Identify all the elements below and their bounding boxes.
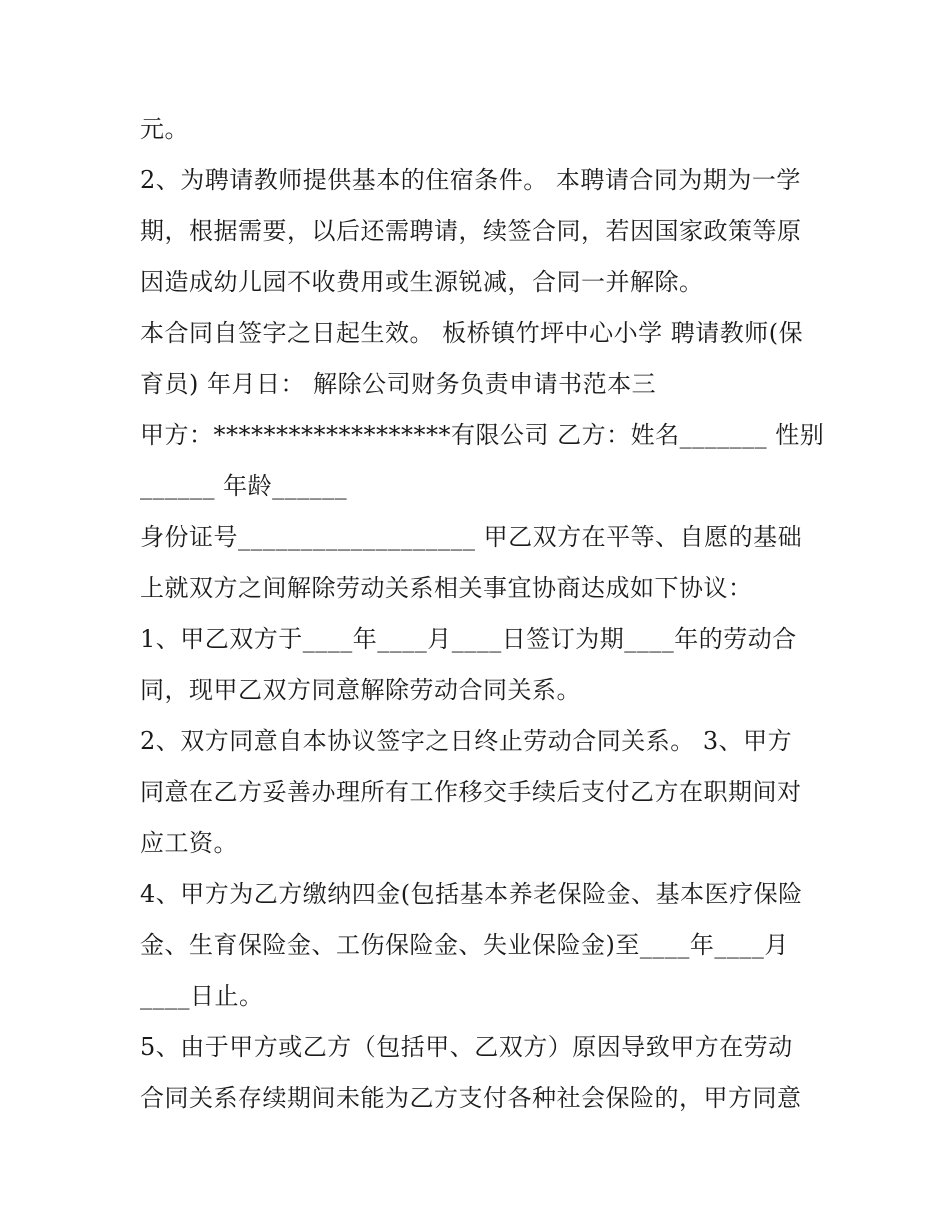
text-line: 元。 (140, 115, 189, 143)
text-line: ____日止。 (140, 982, 264, 1010)
text-line: 2、双方同意自本协议签字之日终止劳动合同关系。 3、甲方 (140, 727, 793, 755)
text-line: 上就双方之间解除劳动关系相关事宜协商达成如下协议： (140, 574, 753, 602)
text-line: 因造成幼儿园不收费用或生源锐减，合同一并解除。 (140, 268, 704, 296)
text-line: 身份证号___________________ 甲乙双方在平等、自愿的基础 (140, 523, 803, 551)
text-line: 同意在乙方妥善办理所有工作移交手续后支付乙方在职期间对 (140, 778, 802, 806)
text-line: 合同关系存续期间未能为乙方支付各种社会保险的，甲方同意 (140, 1084, 802, 1112)
text-line: 金、生育保险金、工伤保险金、失业保险金)至____年____月 (140, 931, 789, 959)
text-line: 4、甲方为乙方缴纳四金(包括基本养老保险金、基本医疗保险 (140, 880, 803, 908)
text-line: 育员) 年月日： 解除公司财务负责申请书范本三 (140, 370, 657, 398)
text-line: 期，根据需要，以后还需聘请，续签合同，若因国家政策等原 (140, 217, 802, 245)
text-line: ______ 年龄______ (140, 472, 348, 500)
text-line: 2、为聘请教师提供基本的住宿条件。 本聘请合同为期为一学 (140, 166, 801, 194)
text-line: 1、甲乙双方于____年____月____日签订为期____年的劳动合 (140, 625, 797, 653)
text-line: 甲方：*******************有限公司 乙方：姓名_______ 性别 (140, 421, 825, 449)
text-line: 本合同自签字之日起生效。 板桥镇竹坪中心小学 聘请教师(保 (140, 319, 804, 347)
text-line: 应工资。 (140, 829, 238, 857)
text-line: 同，现甲乙双方同意解除劳动合同关系。 (140, 676, 581, 704)
text-line: 5、由于甲方或乙方（包括甲、乙双方）原因导致甲方在劳动 (140, 1033, 793, 1061)
